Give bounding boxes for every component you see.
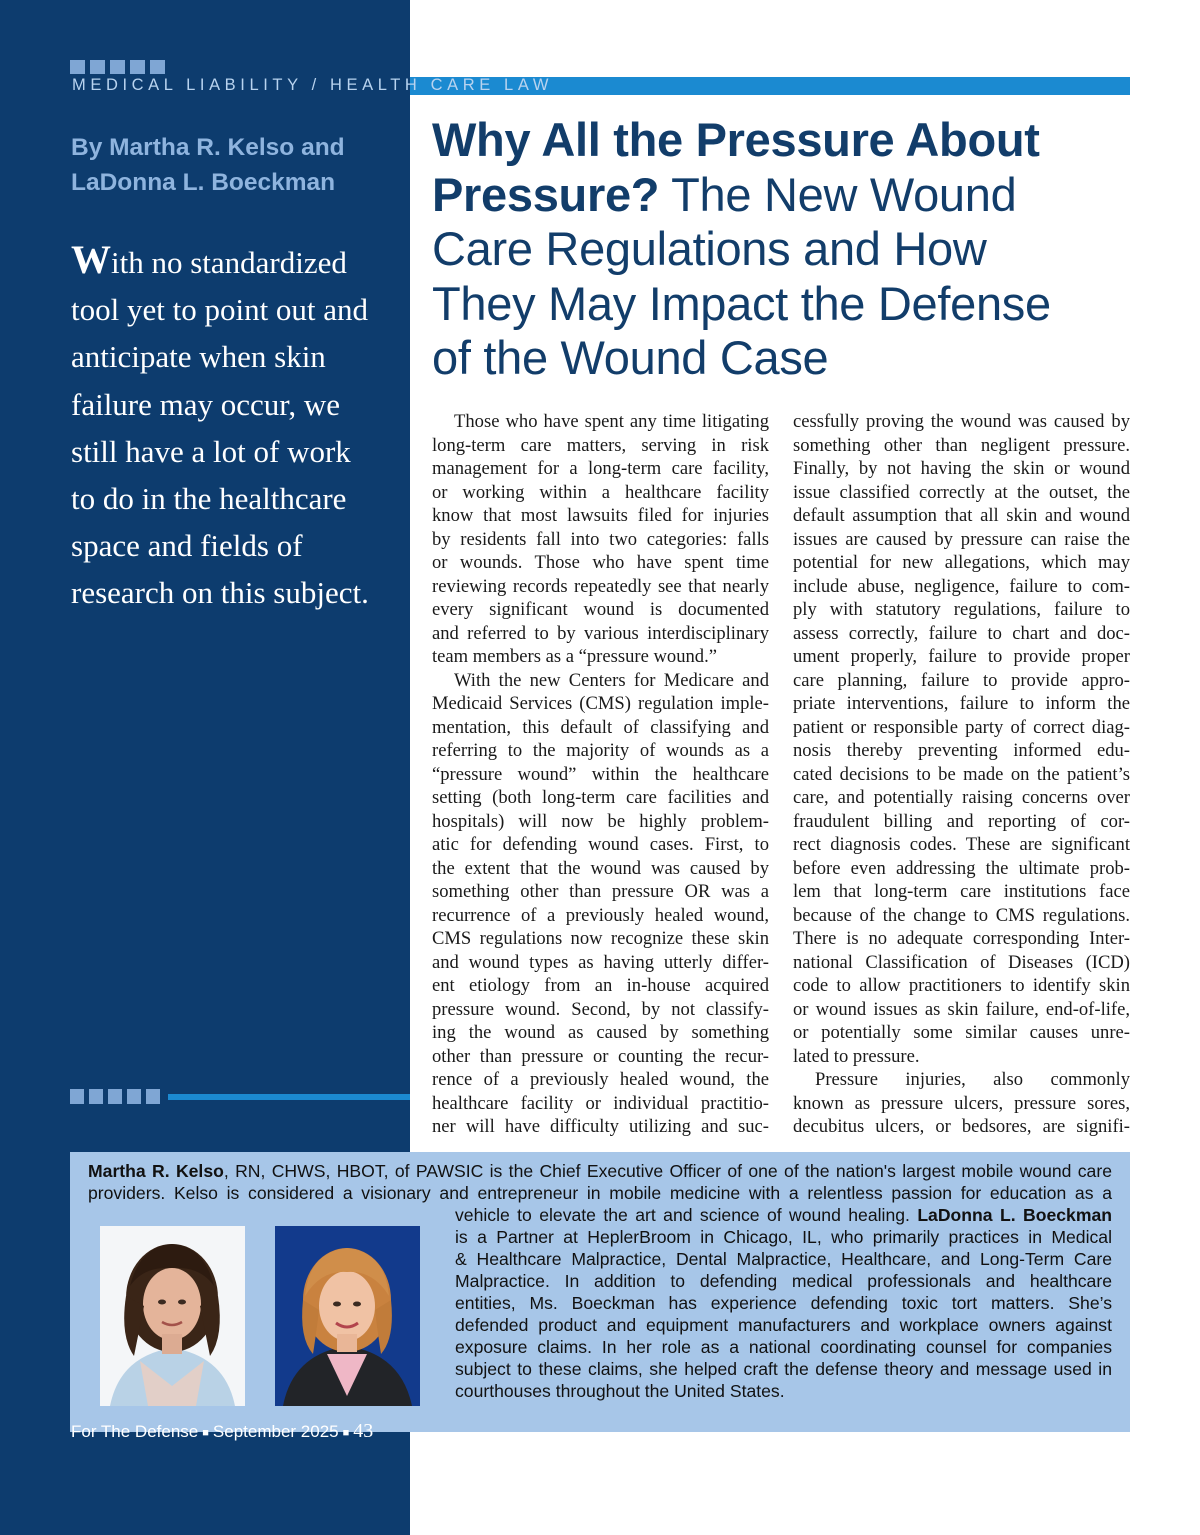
body-text-line: mentation, this default of classifying and — [432, 716, 769, 738]
bio-line-3-text: vehicle to elevate the art and science of wound healing. — [455, 1205, 918, 1225]
body-text-line: national Classification of Diseases (ICD) — [793, 951, 1130, 973]
byline-line-1: By Martha R. Kelso and — [71, 134, 345, 161]
author-bio-top — [88, 1160, 1112, 1204]
body-text-line: recurrence of a previously healed wound, — [432, 904, 769, 926]
body-text-line: the extent that the wound was caused by — [432, 857, 769, 879]
body-text-line: and wound types as having utterly differ- — [432, 951, 769, 973]
body-text-line: cated decisions to be made on the patient’s — [793, 763, 1130, 785]
pull-quote-line: failure may occur, we — [71, 386, 341, 422]
byline — [71, 130, 391, 200]
footer-page-number: 43 — [353, 1420, 374, 1442]
body-text-line: something other than pressure OR was a — [432, 881, 769, 902]
body-text-line: issue classified correctly at the outset, the — [793, 481, 1130, 503]
title-bold-line-1: Why All the Pressure About — [432, 113, 1040, 166]
body-text-line: fraudulent billing and reporting of cor- — [793, 810, 1130, 832]
pull-quote-line: space and fields of — [71, 528, 303, 564]
body-text-line: every significant wound is documented — [432, 599, 769, 620]
body-text-line: setting (both long-term care facilities and — [432, 787, 769, 808]
body-text-line: lated to pressure. — [793, 1045, 920, 1067]
body-text-line: decubitus ulcers, or bedsores, are signifi- — [793, 1116, 1130, 1137]
body-text-line: issues are caused by pressure can raise the — [793, 528, 1130, 550]
bio-line: & Healthcare Malpractice, Dental Malpractice, Healthcare, and Long-Term Care — [455, 1249, 1112, 1269]
decorative-squares-bottom — [70, 1089, 165, 1105]
body-text-line: nosis thereby preventing informed edu- — [793, 740, 1130, 761]
bio-line: Malpractice. In addition to defending medical professionals and healthcare — [455, 1271, 1112, 1291]
page-footer: For The Defense ■ September 2025 ■ 43 — [71, 1420, 374, 1442]
body-text-line: ply with statutory regulations, failure to — [793, 599, 1130, 620]
body-text-line: cessfully proving the wound was caused by — [793, 411, 1130, 432]
body-text-line: Those who have spent any time litigating — [454, 411, 769, 432]
pull-quote-dropcap: W — [71, 237, 111, 282]
bio-line: exposure claims. In her role as a national coordinating counsel for companies — [455, 1337, 1112, 1357]
body-text-line: and referred to by various interdisciplinary — [432, 622, 769, 644]
pull-quote — [71, 236, 391, 617]
bio-line: is a Partner at HeplerBroom in Chicago, IL, who primarily practices in Medical — [455, 1227, 1112, 1247]
pull-quote-line: tool yet to point out and — [71, 292, 369, 328]
body-text-line: something other than negligent pressure. — [793, 434, 1130, 456]
body-text-line: atic for defending wound cases. First, to — [432, 834, 769, 855]
body-text-line: referring to the majority of wounds as a — [432, 740, 769, 761]
body-text-line: priate interventions, failure to inform the — [793, 693, 1130, 714]
author-photo-kelso — [100, 1226, 245, 1406]
body-text-line: pressure wound. Second, by not classify- — [432, 998, 769, 1020]
body-text-line: team members as a “pressure wound.” — [432, 646, 717, 667]
pull-quote-line: ith no standardized — [111, 245, 347, 280]
decorative-line-bottom — [168, 1094, 410, 1100]
body-text-line: or working within a healthcare facility — [432, 481, 769, 503]
bio-line: defended product and equipment manufacturers and workplace owners against — [455, 1315, 1112, 1335]
body-text-line: Medicaid Services (CMS) regulation imple- — [432, 693, 769, 714]
body-text-line: care, and potentially raising concerns over — [793, 787, 1130, 808]
pull-quote-line: still have a lot of work — [71, 433, 351, 469]
body-text-line: There is no adequate corresponding Inter- — [793, 928, 1130, 949]
bio-line: entities, Ms. Boeckman has experience defending toxic tort matters. She’s — [455, 1293, 1112, 1313]
bio-line: subject to these claims, she helped craft the defense theory and message used in — [455, 1359, 1112, 1379]
title-bold-line-2: Pressure? — [432, 167, 660, 221]
body-text-line: assess correctly, failure to chart and doc- — [793, 622, 1130, 644]
bio-line-1-text: , RN, CHWS, HBOT, of PAWSIC is the Chief Executive Officer of one of the nation's largest mobile wound care — [223, 1161, 1112, 1181]
body-column-1 — [432, 410, 769, 1139]
body-text-line: long-term care matters, serving in risk — [432, 434, 769, 456]
author-bio-bottom — [455, 1204, 1112, 1402]
pull-quote-line: research on this subject. — [71, 575, 369, 611]
body-text-line: or potentially some similar causes unre- — [793, 1022, 1130, 1043]
author-photo-boeckman — [275, 1226, 420, 1406]
body-text-line: known as pressure ulcers, pressure sores, — [793, 1092, 1130, 1114]
body-text-line: include abuse, negligence, failure to com- — [793, 575, 1130, 597]
body-text-line: code to allow practitioners to identify skin — [793, 975, 1130, 996]
footer-publication: For The Defense — [71, 1422, 199, 1441]
body-text-line: ument properly, failure to provide proper — [793, 646, 1130, 667]
bio-line: courthouses throughout the United States. — [455, 1381, 785, 1401]
body-text-line: rect diagnosis codes. These are significant — [793, 834, 1130, 855]
footer-date: September 2025 — [212, 1422, 339, 1441]
decorative-squares-top — [70, 59, 170, 73]
body-text-line: patient or responsible party of correct diag- — [793, 716, 1130, 738]
body-text-line: before even addressing the ultimate prob- — [793, 857, 1130, 879]
body-text-line: CMS regulations now recognize these skin — [432, 928, 769, 949]
body-text-line: With the new Centers for Medicare and — [454, 669, 769, 691]
author-photo-boeckman-image — [275, 1226, 420, 1406]
section-label: MEDICAL LIABILITY / HEALTH CARE LAW — [72, 76, 554, 94]
body-text-line: default assumption that all skin and wound — [793, 505, 1130, 526]
body-text-line: by residents fall into two categories: falls — [432, 528, 769, 550]
body-text-line: other than pressure or counting the recur- — [432, 1045, 769, 1067]
bio-name-boeckman: LaDonna L. Boeckman — [917, 1205, 1112, 1225]
title-line-3: Care Regulations and How — [432, 222, 987, 275]
bio-line-2: providers. Kelso is considered a visionary and entrepreneur in mobile medicine with a relentless passion for education as a — [88, 1183, 1112, 1203]
bio-name-kelso: Martha R. Kelso — [88, 1161, 224, 1181]
author-photo-kelso-image — [100, 1226, 245, 1406]
body-text-line: Finally, by not having the skin or wound — [793, 458, 1130, 479]
body-text-line: ent etiology from an in-house acquired — [432, 975, 769, 996]
body-text-line: or wounds. Those who have spent time — [432, 552, 769, 573]
body-text-line: Pressure injuries, also commonly — [815, 1069, 1130, 1090]
pull-quote-line: to do in the healthcare — [71, 481, 347, 517]
body-text-line: care planning, failure to provide appro- — [793, 669, 1130, 691]
body-text-line: know that most lawsuits filed for injuries — [432, 505, 769, 526]
title-line-2-rest: The New Wound — [659, 167, 1017, 221]
body-text-line: lem that long-term care institutions face — [793, 881, 1130, 902]
body-text-line: rence of a previously healed wound, the — [432, 1069, 769, 1090]
body-column-2 — [793, 410, 1130, 1139]
title-line-5: of the Wound Case — [432, 331, 829, 384]
body-text-line: reviewing records repeatedly see that nearly — [432, 575, 769, 597]
body-text-line: potential for new allegations, which may — [793, 552, 1130, 573]
body-text-line: hospitals) will now be highly problem- — [432, 810, 769, 832]
pull-quote-line: anticipate when skin — [71, 339, 326, 375]
body-text-line: or wound issues as skin failure, end-of-life, — [793, 998, 1130, 1020]
body-text-line: ner will have difficulty utilizing and suc- — [432, 1116, 769, 1137]
article-title — [432, 113, 1132, 386]
body-text-line: because of the change to CMS regulations. — [793, 904, 1130, 926]
byline-line-2: LaDonna L. Boeckman — [71, 169, 336, 196]
body-text-line: healthcare facility or individual practitio- — [432, 1092, 769, 1114]
body-text-line: “pressure wound” within the healthcare — [432, 763, 769, 785]
body-text-line: ing the wound as caused by something — [432, 1022, 769, 1043]
body-text-line: management for a long-term care facility, — [432, 458, 769, 479]
title-line-4: They May Impact the Defense — [432, 276, 1051, 330]
